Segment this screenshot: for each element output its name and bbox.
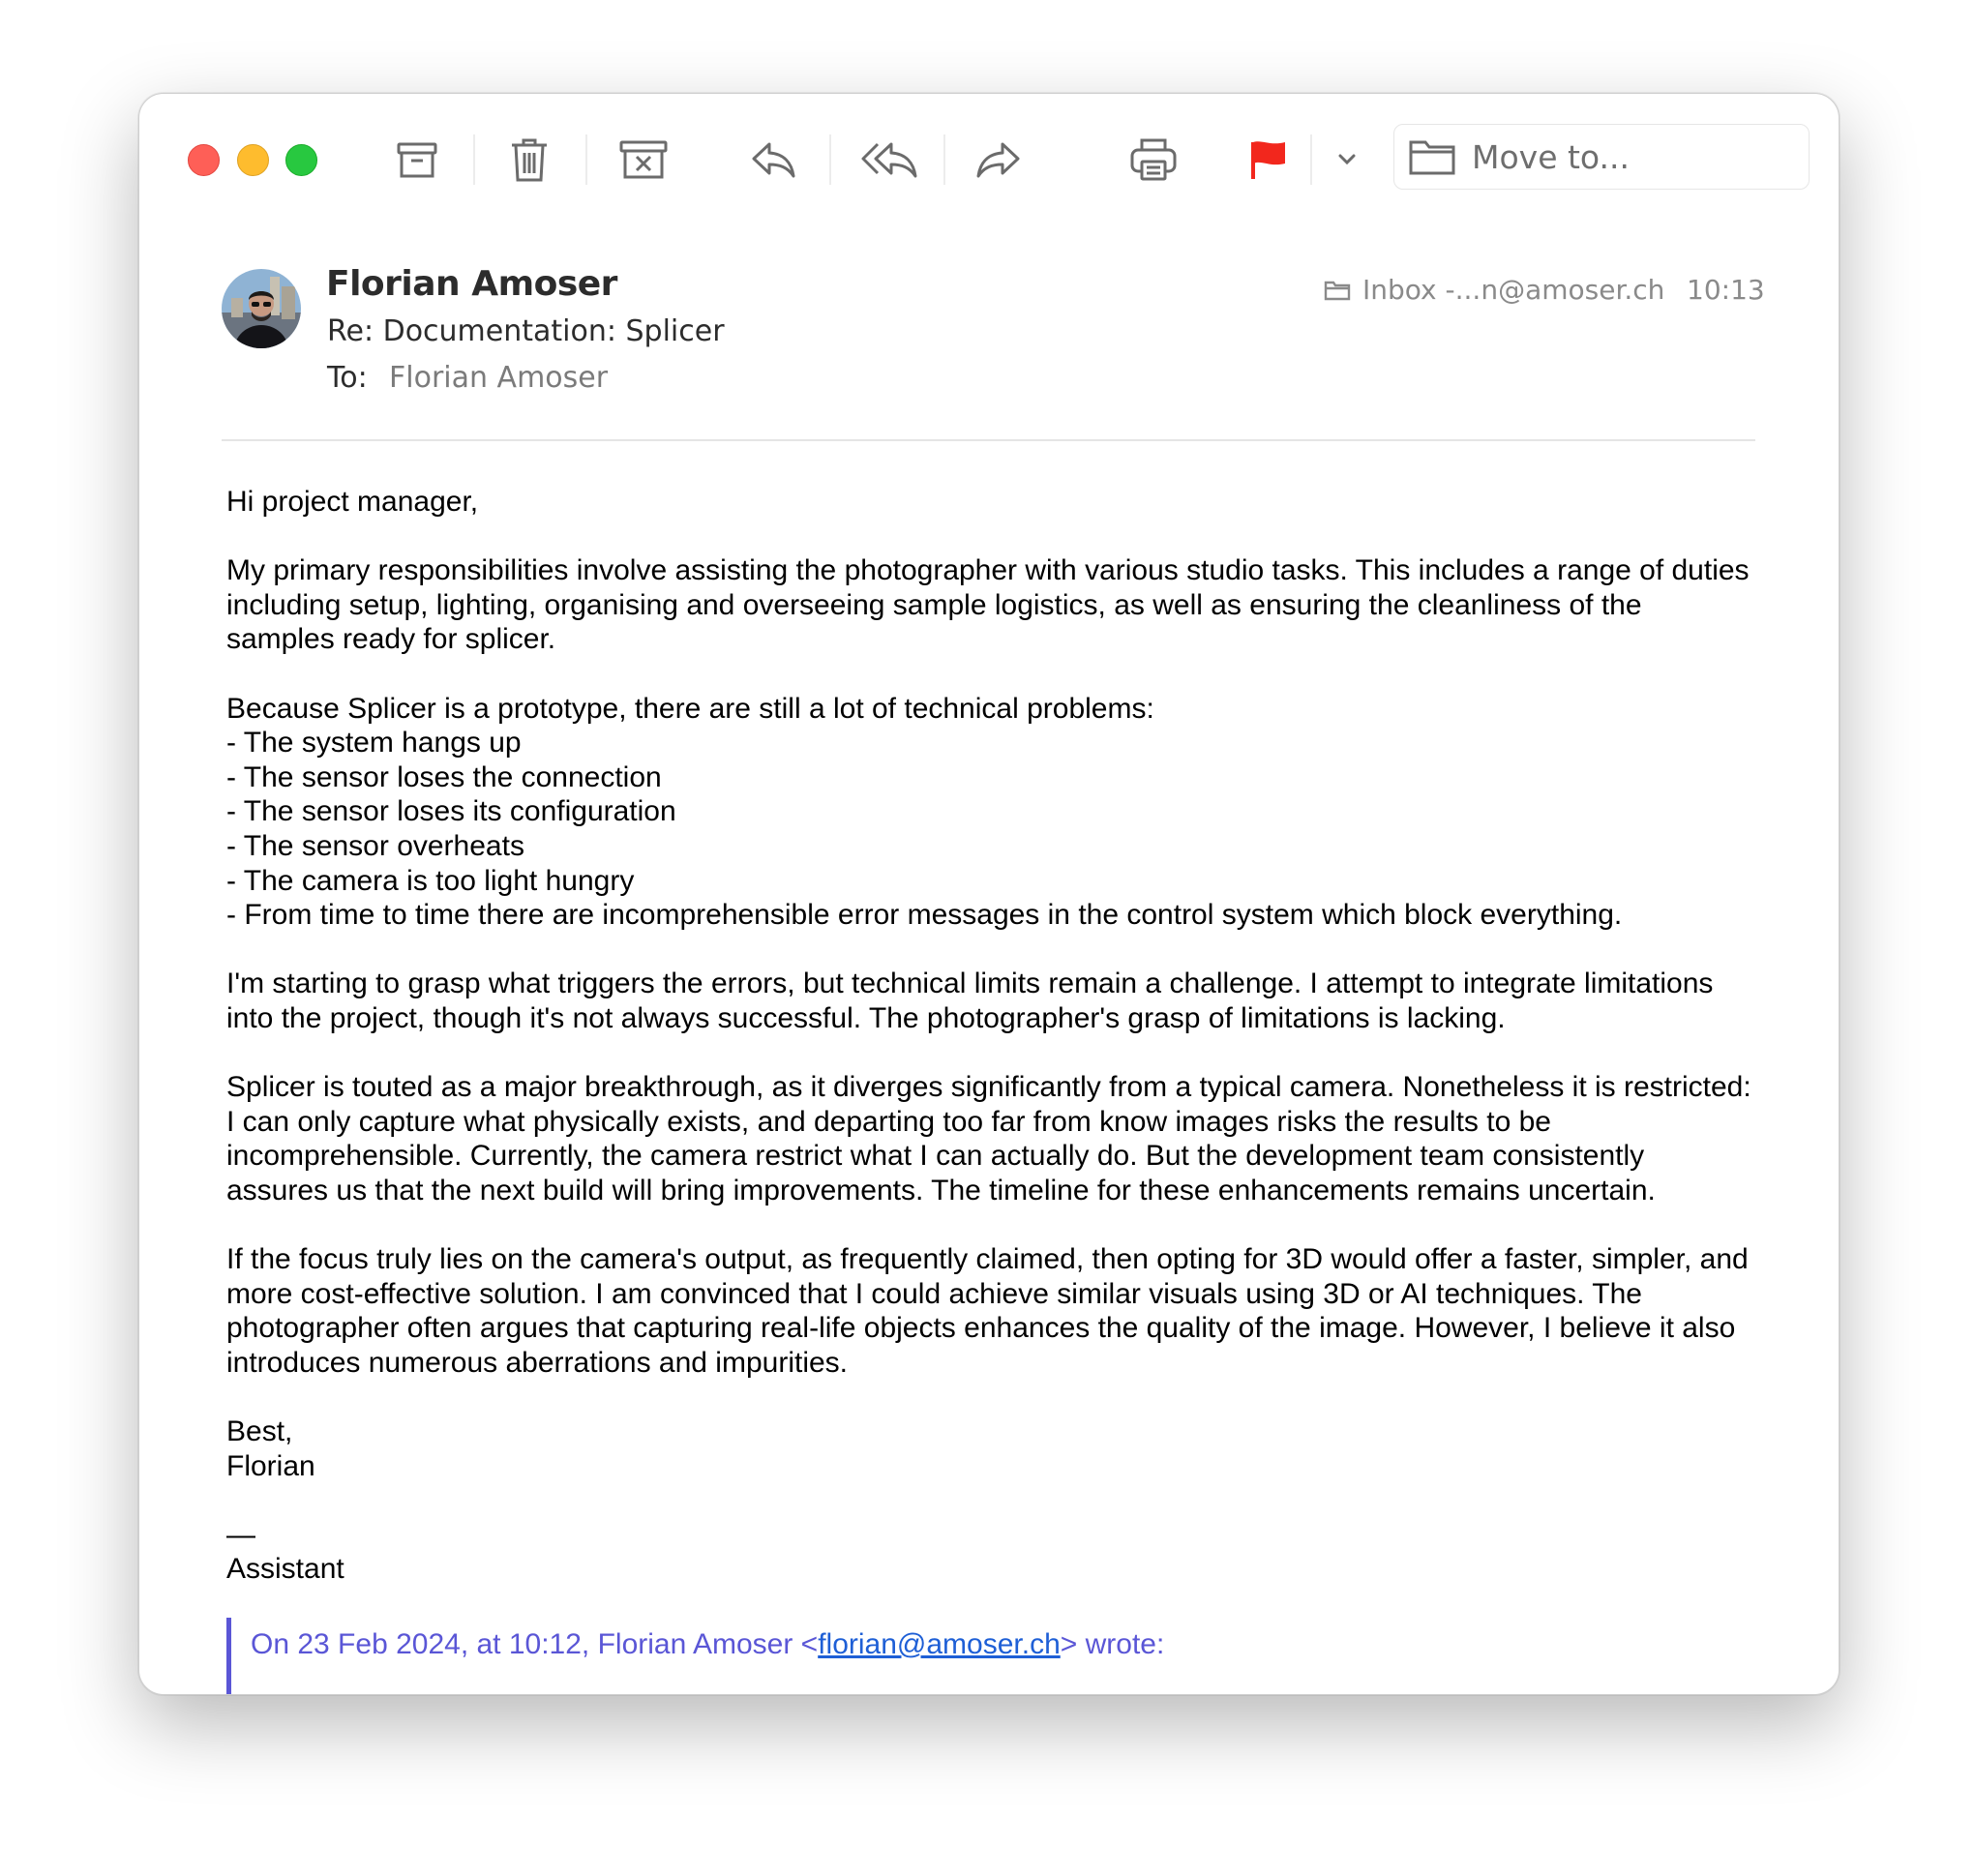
signoff-text: Best, [226,1415,293,1448]
problem-item: - The sensor loses its configuration [226,795,676,828]
chevron-down-icon [1337,153,1357,166]
minimize-window-button[interactable] [237,144,269,176]
signature-dash: — [226,1518,255,1551]
body-line: assures us that the next build will bring improvements. The timeline for these enhancements remains uncertain. [226,1174,1656,1206]
body-line: I'm starting to grasp what triggers the errors, but technical limits remain a challenge. I attempt to integrate limitations [226,968,1714,1000]
body-line: If the focus truly lies on the camera's output, as frequently claimed, then opting for 3D would offer a faster, simpler, and [226,1243,1749,1276]
quote-email-link[interactable]: florian@amoser.ch [818,1628,1061,1660]
reply-icon [750,140,796,179]
paragraph-2 [226,692,1784,933]
body-line: introduces numerous aberrations and impurities. [226,1346,848,1379]
toolbar-separator [1310,134,1312,185]
body-line: Because Splicer is a prototype, there are still a lot of technical problems: [226,692,1154,725]
paragraph-3 [226,967,1784,1035]
flag-menu-button[interactable] [1332,131,1362,189]
body-line: Splicer is touted as a major breakthrough, as it diverges significantly from a typical camera. Nonetheless it is restricted: [226,1071,1751,1104]
print-icon [1129,136,1178,183]
problem-item: - From time to time there are incomprehensible error messages in the control system which block everything. [226,899,1623,932]
folder-icon [1324,279,1351,302]
signoff [226,1414,1784,1483]
signature-block [226,1518,1784,1587]
paragraph-1 [226,553,1784,657]
signature-name: Florian [226,1449,315,1482]
quote-prefix: On 23 Feb 2024, at 10:12, Florian Amoser < [251,1628,819,1660]
received-time: 10:13 [1687,274,1765,306]
to-label: To: [327,361,368,395]
paragraph-5 [226,1242,1784,1380]
body-line: incomprehensible. Currently, the camera restrict what I can actually do. But the development team consistently [226,1140,1645,1173]
junk-button[interactable] [616,131,671,189]
quote-suffix: > wrote: [1060,1628,1165,1660]
to-recipient[interactable]: Florian Amoser [389,361,609,395]
body-line: photographer often argues that capturing real-life objects enhances the quality of the image. However, I believe it also [226,1312,1736,1345]
mailbox-text: Inbox -...n@amoser.ch [1362,274,1665,306]
flag-icon [1248,138,1289,181]
quoted-message [226,1618,1164,1695]
signature-title: Assistant [226,1553,344,1586]
body-line: samples ready for splicer. [226,623,556,656]
sender-avatar [222,269,301,348]
zoom-window-button[interactable] [285,144,317,176]
problem-item: - The system hangs up [226,727,522,759]
mail-window [138,93,1840,1695]
close-window-button[interactable] [188,144,220,176]
archive-button[interactable] [393,131,441,189]
trash-icon [509,136,550,183]
junk-icon [618,138,669,181]
folder-icon [1408,137,1456,176]
body-line: more cost-effective solution. I am convinced that I could achieve similar visuals using 3D or AI techniques. The [226,1277,1642,1310]
problem-item: - The sensor loses the connection [226,760,662,793]
paragraph-4 [226,1070,1784,1207]
message-body [226,485,1784,1622]
archive-icon [396,138,438,181]
delete-button[interactable] [507,131,552,189]
toolbar-separator [829,134,831,185]
print-button[interactable] [1128,131,1179,189]
move-to-label: Move to... [1472,137,1631,176]
mailbox-label [1324,274,1664,306]
toolbar-separator [943,134,945,185]
subject-line: Re: Documentation: Splicer [327,314,725,348]
forward-button[interactable] [974,131,1023,189]
move-to-button[interactable] [1393,124,1810,190]
reply-all-button[interactable] [860,131,918,189]
header-divider [222,439,1755,441]
sender-name[interactable]: Florian Amoser [326,264,617,304]
problem-item: - The sensor overheats [226,829,524,862]
reply-all-icon [860,140,918,179]
greeting: Hi project manager, [226,486,479,518]
reply-button[interactable] [749,131,797,189]
body-line: I can only capture what physically exists, and departing too far from know images risks the results to be [226,1105,1551,1138]
body-line: into the project, though it's not always successful. The photographer's grasp of limitations is lacking. [226,1001,1506,1034]
body-line: including setup, lighting, organising and overseeing sample logistics, as well as ensuring the cleanliness of the [226,588,1642,621]
toolbar-separator [585,134,587,185]
problem-item: - The camera is too light hungry [226,864,635,897]
toolbar-separator [473,134,475,185]
flag-button[interactable] [1247,131,1290,189]
body-line: My primary responsibilities involve assisting the photographer with various studio tasks. This includes a range of duties [226,554,1750,587]
to-row [327,361,608,395]
forward-icon [975,140,1022,179]
